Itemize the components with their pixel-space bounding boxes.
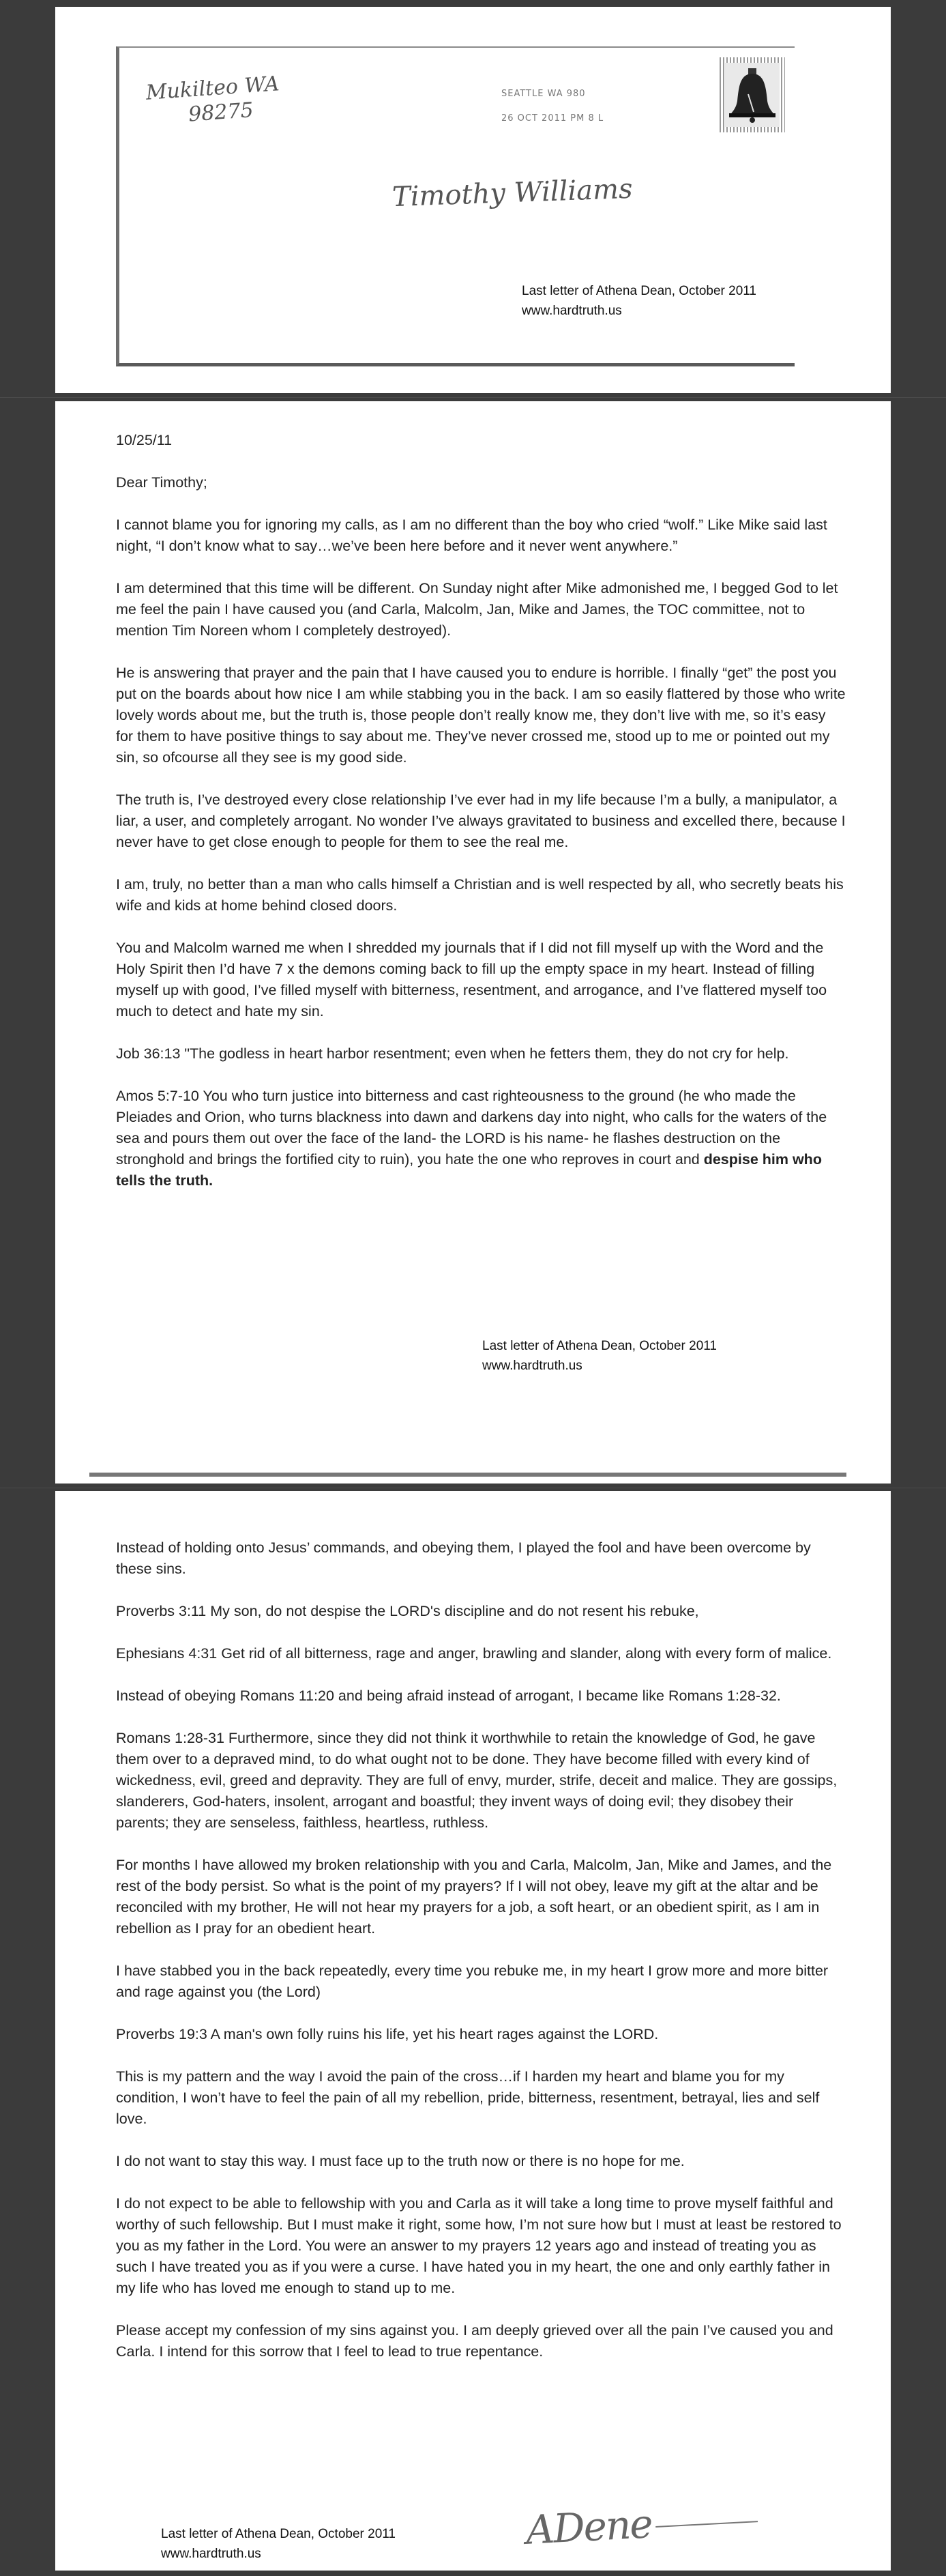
letter-paragraph: I do not want to stay this way. I must face up to the truth now or there is no hope for me.: [116, 2153, 685, 2169]
letter-paragraph: He is answering that prayer and the pain that I have caused you to endure is horrible. I finally “get” the post you put on the boards about how nice I am while stabbing you in the back. I am so easily flattered by those who write lovely words about me, but the truth is, those people don’t really know me, they don’t live with me, so it’s easy for them to have positive things to say about me. They’ve never crossed me, stood up to me or pointed out my sin, so ofcourse all they see is my good side.: [116, 665, 846, 766]
letter-page-2: [55, 1491, 891, 2571]
letter-paragraph: I am determined that this time will be different. On Sunday night after Mike admonished me, I begged God to let me feel the pain I have caused you (and Carla, Malcolm, Jan, Mike and James, the TOC committee, not to mention Tim Noreen whom I completely destroyed).: [116, 580, 838, 639]
postmark: [501, 82, 604, 131]
caption-url: www.hardtruth.us: [522, 304, 622, 318]
letter-paragraph: I have stabbed you in the back repeatedly, every time you rebuke me, in my heart I grow more and more bitter and rage against you (the Lord): [116, 1963, 829, 2000]
letter-paragraph: Instead of obeying Romans 11:20 and being afraid instead of arrogant, I became like Romans 1:28-32.: [116, 1688, 781, 1704]
caption-url: www.hardtruth.us: [482, 1359, 582, 1373]
letter-body-2: [116, 1537, 846, 2384]
return-address: [145, 72, 282, 130]
signature: [524, 2495, 758, 2553]
letter-page-1: [55, 401, 891, 1484]
page3-caption: [161, 2524, 396, 2564]
page2-caption: [482, 1336, 717, 1376]
caption-url: www.hardtruth.us: [161, 2547, 261, 2561]
letter-paragraph: This is my pattern and the way I avoid the pain of the cross…if I harden my heart and blame you for my condition, I won’t have to feel the pain of all my rebellion, pride, bitterness, resentment, betrayal, lies and self love.: [116, 2068, 820, 2127]
letter-paragraph: You and Malcolm warned me when I shredded my journals that if I did not fill myself up with the Word and the Holy Spirit then I’d have 7 x the demons coming back to fill up the empty space in my heart. Instead of filling myself up with good, I’ve filled myself with bitterness, resentment, and arrogance, and I’ve flattered myself too much to detect and hate my sin.: [116, 940, 827, 1019]
letter-paragraph: Dear Timothy;: [116, 474, 207, 491]
caption-title: Last letter of Athena Dean, October 2011: [522, 284, 756, 298]
letter-paragraph: I am, truly, no better than a man who calls himself a Christian and is well respected by all, who secretly beats his wife and kids at home behind closed doors.: [116, 876, 844, 914]
signature-text: ADene: [524, 2500, 653, 2553]
letter-paragraph: For months I have allowed my broken relationship with you and Carla, Malcolm, Jan, Mike and James, and the rest of the body persist. So what is the point of my prayers? If I will not obey, leave my gift at the altar and be reconciled with my brother, He will not hear my prayers for a job, a soft heart, or an obedient spirit, as I am in rebellion as I pray for an obedient heart.: [116, 1857, 832, 1937]
amos-paragraph: [116, 1086, 846, 1191]
letter-paragraph: Proverbs 3:11 My son, do not despise the LORD's discipline and do not resent his rebuke,: [116, 1603, 699, 1619]
caption-title: Last letter of Athena Dean, October 2011: [482, 1339, 717, 1353]
envelope-caption: [522, 281, 756, 321]
letter-paragraph: Ephesians 4:31 Get rid of all bitterness, rage and anger, brawling and slander, along with every form of malice.: [116, 1645, 832, 1662]
postmark-date: 26 OCT 2011 PM 8 L: [501, 113, 604, 124]
letter-paragraph: Please accept my confession of my sins against you. I am deeply grieved over all the pain I’ve caused you and Carla. I intend for this sorrow that I feel to lead to true repentance.: [116, 2322, 833, 2360]
postmark-city: SEATTLE WA 980: [501, 89, 586, 99]
page-divider: [89, 1473, 846, 1477]
amos-text: Amos 5:7-10 You who turn justice into bitterness and cast righteousness to the ground (he who made the Pleiades and Orion, who turns blackness into dawn and darkens day into night, who calls for the waters of the sea and pours them out over the face of the land- the LORD is his name- he flashes destruction on the stronghold and brings the fortified city to ruin), you hate the one who reproves in court and: [116, 1088, 827, 1168]
letter-paragraph: I do not expect to be able to fellowship with you and Carla as it will take a long time to prove myself faithful and worthy of such fellowship. But I must make it right, some how, I’m not sure how but I must at least be restored to you as my father in the Lord. You were an answer to my prayers 12 years ago and instead of treating you as such I have treated you as if you were a curse. I have hated you in my heart, the one and only earthly father in my life who has loved me enough to stand up to me.: [116, 2195, 842, 2296]
letter-paragraph: Instead of holding onto Jesus’ commands, and obeying them, I played the fool and have been overcome by these sins.: [116, 1539, 811, 1577]
envelope-page: [55, 7, 891, 393]
letter-paragraph: Proverbs 19:3 A man's own folly ruins his life, yet his heart rages against the LORD.: [116, 2026, 659, 2042]
amos-bold-text: despise him who tells the truth.: [116, 1151, 822, 1189]
letter-body-1: [116, 430, 846, 1213]
letter-paragraph: Romans 1:28-31 Furthermore, since they did not think it worthwhile to retain the knowledge of God, he gave them over to a depraved mind, to do what ought not to be done. They have become filled with every kind of wickedness, evil, greed and depravity. They are full of envy, murder, strife, deceit and malice. They are gossips, slanderers, God-haters, insolent, arrogant and boastful; they invent ways of doing evil; they disobey their parents; they are senseless, faithless, heartless, ruthless.: [116, 1730, 838, 1831]
liberty-bell-icon: [728, 67, 777, 123]
recipient-name: Timothy Williams: [391, 173, 634, 214]
letter-paragraph: The truth is, I’ve destroyed every close relationship I’ve ever had in my life because I’m a bully, a manipulator, a liar, a user, and completely arrogant. No wonder I’ve always gravitated to business and excelled there, because I never have to get close enough to people for them to see the real me.: [116, 792, 846, 850]
letter-paragraph: I cannot blame you for ignoring my calls, as I am no different than the boy who cried “wolf.” Like Mike said last night, “I don’t know what to say…we’ve been here before and it never went anywhere.”: [116, 517, 827, 554]
envelope: [116, 46, 795, 366]
letter-paragraph: Job 36:13 "The godless in heart harbor resentment; even when he fetters them, they do not cry for help.: [116, 1045, 789, 1062]
return-zip: 98275: [188, 98, 254, 127]
return-city: Mukilteo WA: [145, 72, 280, 105]
postage-stamp: [720, 57, 785, 132]
letter-date: 10/25/11: [116, 432, 173, 448]
caption-title: Last letter of Athena Dean, October 2011: [161, 2527, 396, 2541]
